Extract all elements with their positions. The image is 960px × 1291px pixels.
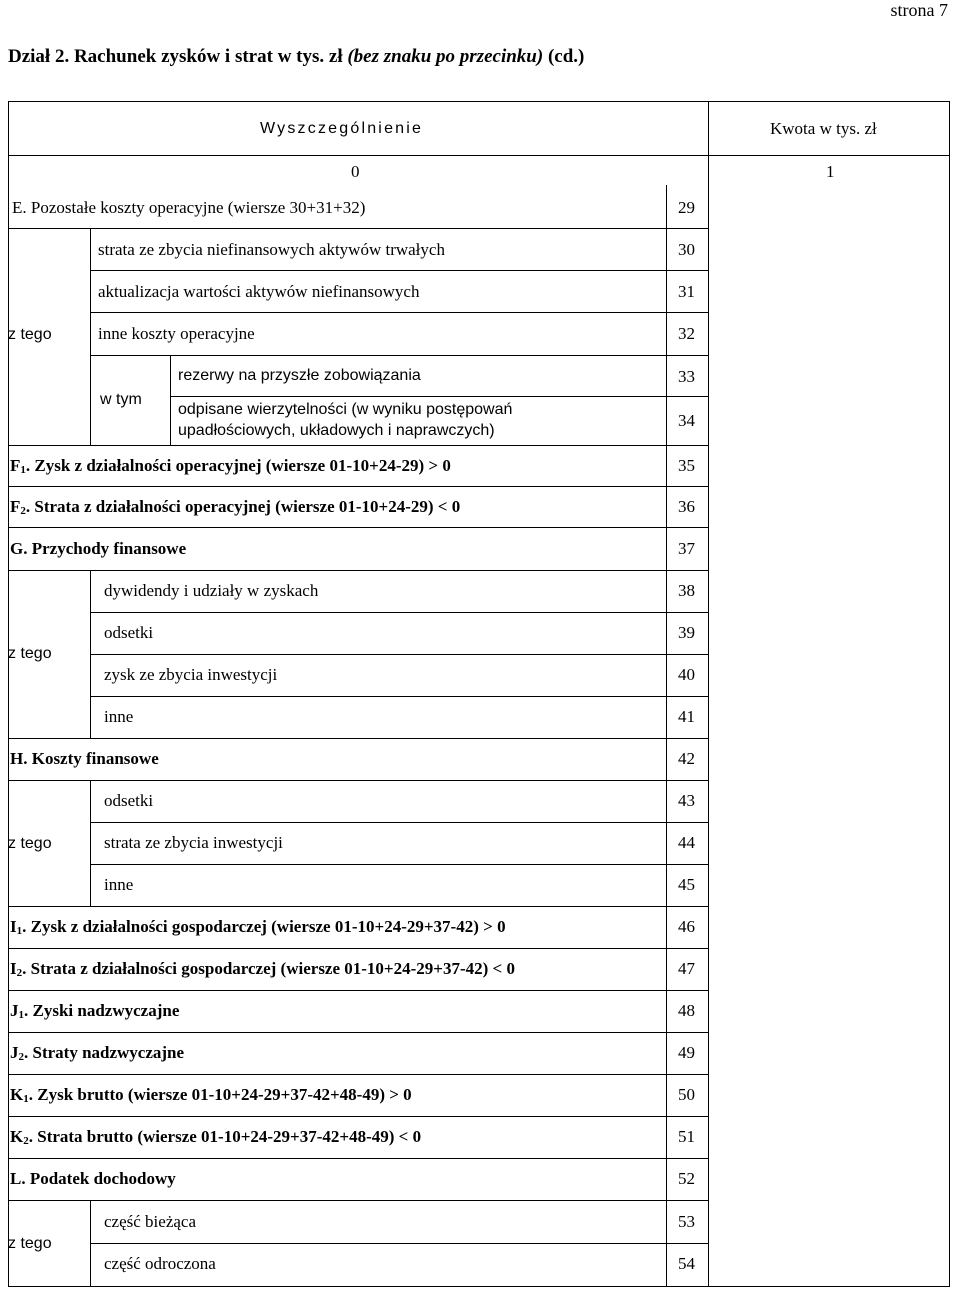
column-header-amount: Kwota w tys. zł: [770, 119, 877, 138]
column-index-0: 0: [351, 162, 360, 181]
section-title: [8, 46, 584, 68]
row-44-number: 44: [678, 833, 695, 852]
row-32-number: 32: [678, 324, 695, 343]
row-54-label: część odroczona: [104, 1254, 216, 1273]
row-45-number: 45: [678, 875, 695, 894]
row-42-number: 42: [678, 749, 695, 768]
row-40-number: 40: [678, 665, 695, 684]
row-45-label: inne: [104, 875, 134, 894]
row-52-label: L. Podatek dochodowy: [10, 1169, 176, 1188]
row-33-number: 33: [678, 367, 695, 386]
row-33-label: rezerwy na przyszłe zobowiązania: [178, 367, 421, 384]
row-34-label-line2: upadłościowych, układowych i naprawczych): [178, 422, 495, 439]
row-36-number: 36: [678, 497, 695, 516]
row-41-label: inne: [104, 707, 134, 726]
z-tego-label: z tego: [8, 645, 52, 662]
column-header-description: Wyszczególnienie: [260, 120, 424, 137]
column-index-1: 1: [826, 162, 835, 181]
row-29-number: 29: [678, 198, 695, 217]
row-35-label: $F_1$. Zysk z działalności operacyjnej (wiersze 01-10+24-29) > 0: [10, 456, 451, 476]
row-40-label: zysk ze zbycia inwestycji: [104, 665, 278, 684]
page-number: strona 7: [890, 0, 948, 20]
z-tego-label: z tego: [8, 1235, 52, 1252]
row-39-number: 39: [678, 623, 695, 642]
row-38-number: 38: [678, 581, 695, 600]
row-53-label: część bieżąca: [104, 1212, 196, 1231]
row-36-label: $F_2$. Strata z działalności operacyjnej (wiersze 01-10+24-29) < 0: [10, 497, 461, 517]
row-34-number: 34: [678, 411, 695, 430]
row-38-label: dywidendy i udziały w zyskach: [104, 581, 319, 600]
row-46-label: $I_1$. Zysk z działalności gospodarczej (wiersze 01-10+24-29+37-42) > 0: [10, 917, 506, 937]
row-39-label: odsetki: [104, 623, 154, 642]
row-50-number: 50: [678, 1085, 695, 1104]
row-29-label: E. Pozostałe koszty operacyjne (wiersze 30+31+32): [12, 198, 366, 217]
row-49-label: $J_2$. Straty nadzwyczajne: [10, 1043, 185, 1063]
row-30-label: strata ze zbycia niefinansowych aktywów trwałych: [98, 240, 445, 259]
row-54-number: 54: [678, 1254, 695, 1273]
row-48-label: $J_1$. Zyski nadzwyczajne: [10, 1001, 180, 1021]
title-italic: (bez znaku po przecinku): [347, 46, 544, 67]
row-37-label: G. Przychody finansowe: [10, 539, 187, 558]
row-34-label-line1: odpisane wierzytelności (w wyniku postępowań: [178, 401, 513, 418]
row-51-label: $K_2$. Strata brutto (wiersze 01-10+24-29+37-42+48-49) < 0: [10, 1127, 422, 1147]
row-31-number: 31: [678, 282, 695, 301]
row-46-number: 46: [678, 917, 695, 936]
row-47-number: 47: [678, 959, 695, 978]
row-44-label: strata ze zbycia inwestycji: [104, 833, 283, 852]
title-suffix: (cd.): [547, 46, 585, 67]
row-35-number: 35: [678, 456, 695, 475]
row-48-number: 48: [678, 1001, 695, 1020]
z-tego-label: z tego: [8, 326, 52, 343]
row-43-label: odsetki: [104, 791, 154, 810]
row-51-number: 51: [678, 1127, 695, 1146]
row-50-label: $K_1$. Zysk brutto (wiersze 01-10+24-29+37-42+48-49) > 0: [10, 1085, 412, 1105]
title-main: Dział 2. Rachunek zysków i strat w tys. zł: [8, 46, 343, 67]
z-tego-label: z tego: [8, 835, 52, 852]
row-42-label: H. Koszty finansowe: [10, 749, 159, 768]
row-52-number: 52: [678, 1169, 695, 1188]
row-43-number: 43: [678, 791, 695, 810]
w-tym-label: w tym: [100, 391, 142, 408]
row-49-number: 49: [678, 1043, 695, 1062]
row-31-label: aktualizacja wartości aktywów niefinansowych: [98, 282, 420, 301]
row-53-number: 53: [678, 1212, 695, 1231]
row-47-label: $I_2$. Strata z działalności gospodarczej (wiersze 01-10+24-29+37-42) < 0: [10, 959, 515, 979]
row-30-number: 30: [678, 240, 695, 259]
row-32-label: inne koszty operacyjne: [98, 324, 255, 343]
row-37-number: 37: [678, 539, 695, 558]
row-41-number: 41: [678, 707, 695, 726]
